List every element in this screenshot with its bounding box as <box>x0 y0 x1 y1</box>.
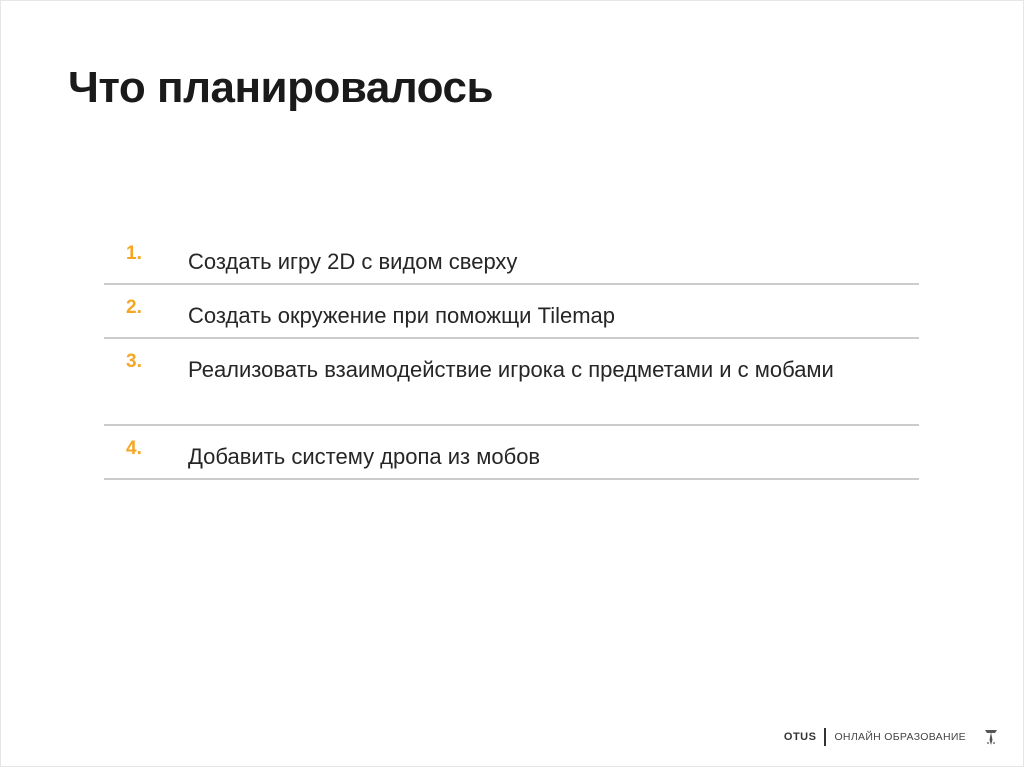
list-item <box>104 285 919 339</box>
otus-owl-icon <box>984 728 998 746</box>
item-text: Создать окружение при поможщи Tilemap <box>188 303 616 328</box>
item-number: 1. <box>126 243 142 264</box>
brand-name: OTUS <box>783 731 817 743</box>
list-item <box>104 339 919 426</box>
brand-tagline: ОНЛАЙН ОБРАЗОВАНИЕ <box>834 731 966 743</box>
list-item <box>104 426 919 480</box>
item-number: 3. <box>126 351 142 372</box>
item-number: 4. <box>126 438 142 459</box>
item-text: Добавить систему дропа из мобов <box>188 444 541 469</box>
footer <box>784 726 998 748</box>
item-text: Реализовать взаимодействие игрока с предметами и с мобами <box>188 357 834 382</box>
list-item <box>104 231 919 285</box>
planned-items-list <box>104 231 919 480</box>
footer-divider <box>824 728 826 746</box>
page-title: Что планировалось <box>68 63 493 112</box>
item-number: 2. <box>126 297 142 318</box>
item-text: Создать игру 2D с видом сверху <box>188 249 518 274</box>
